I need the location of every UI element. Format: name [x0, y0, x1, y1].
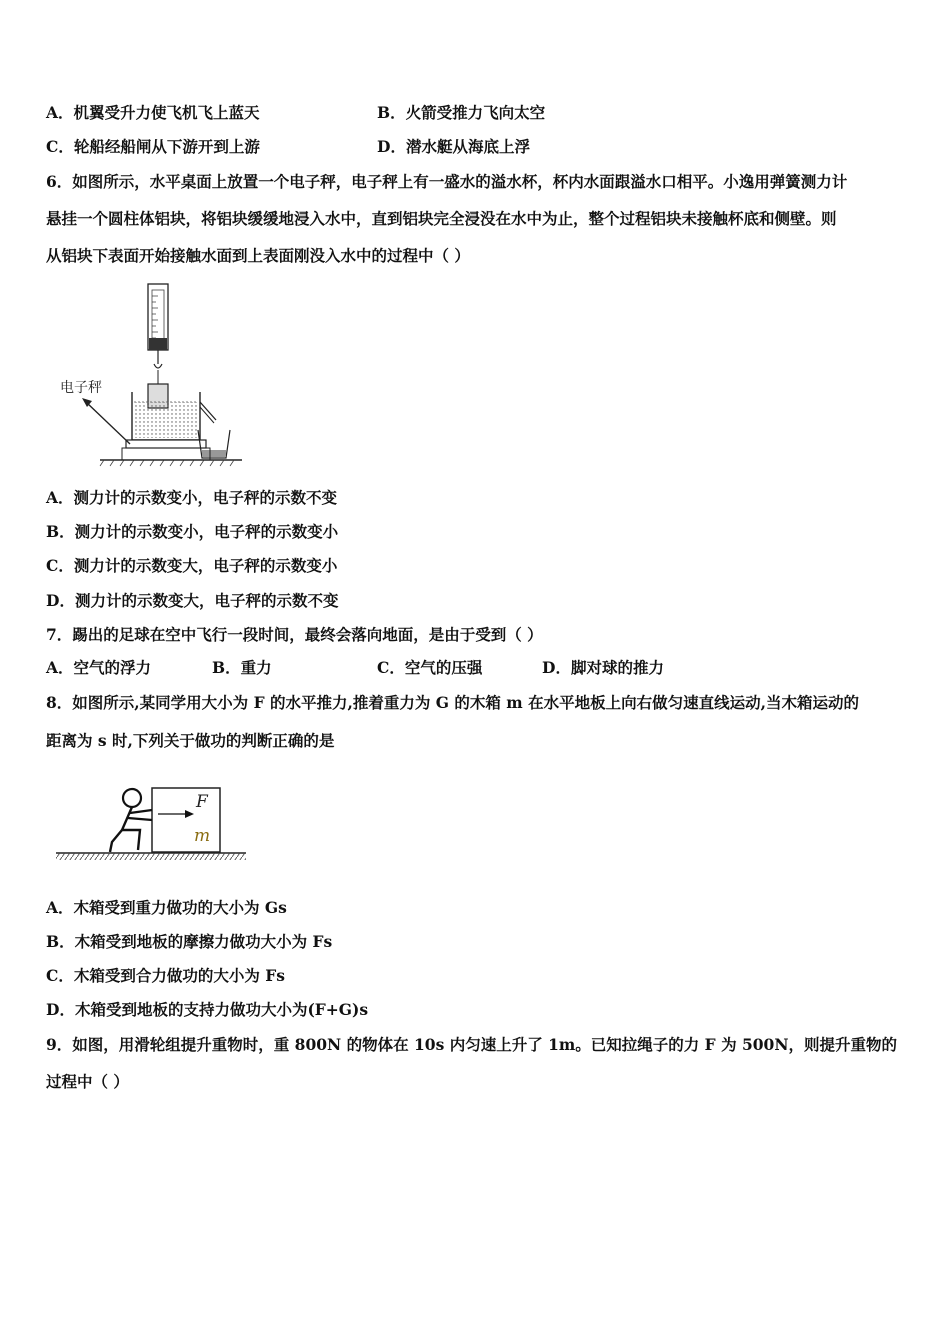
q8-figure	[52, 780, 252, 870]
q7-option-a: A．空气的浮力	[46, 658, 152, 677]
q6-stem-line3: 从铝块下表面开始接触水面到上表面刚没入水中的过程中（ ）	[46, 246, 470, 265]
q5-option-d: D．潜水艇从海底上浮	[377, 137, 530, 156]
q6-stem-line1: 6．如图所示，水平桌面上放置一个电子秤，电子秤上有一盛水的溢水杯，杯内水面跟溢水口相平。小逸用弹簧测力计	[46, 172, 848, 191]
q8-option-d: D．木箱受到地板的支持力做功大小为(F+G)s	[46, 1000, 369, 1019]
q6-figure	[50, 280, 250, 470]
q8-option-c: C．木箱受到合力做功的大小为 Fs	[46, 966, 285, 985]
q6-option-a: A．测力计的示数变小，电子秤的示数不变	[46, 488, 338, 507]
q8-option-a: A．木箱受到重力做功的大小为 Gs	[46, 898, 287, 917]
q7-option-d: D．脚对球的推力	[542, 658, 664, 677]
q7-stem: 7．踢出的足球在空中飞行一段时间，最终会落向地面，是由于受到（ ）	[46, 625, 543, 644]
q8-mass-label: m	[194, 826, 211, 846]
q6-option-b: B．测力计的示数变小，电子秤的示数变小	[46, 522, 339, 541]
q9-stem-line1: 9．如图，用滑轮组提升重物时，重 800N 的物体在 10s 内匀速上升了 1m。已知拉绳子的力 F 为 500N，则提升重物的	[46, 1035, 897, 1054]
q7-option-b: B．重力	[212, 658, 272, 677]
q5-option-c: C．轮船经船闸从下游开到上游	[46, 137, 260, 156]
q6-figure-drawing	[50, 280, 250, 470]
q8-option-b: B．木箱受到地板的摩擦力做功大小为 Fs	[46, 932, 333, 951]
q8-stem-line2: 距离为 s 时,下列关于做功的判断正确的是	[46, 731, 335, 750]
q9-stem-line2: 过程中（ ）	[46, 1072, 129, 1091]
q8-force-label: F	[196, 792, 208, 812]
q6-stem-line2: 悬挂一个圆柱体铝块，将铝块缓缓地浸入水中，直到铝块完全浸没在水中为止，整个过程铝块未接触杯底和侧壁。则	[46, 209, 837, 228]
q5-option-a: A．机翼受升力使飞机飞上蓝天	[46, 103, 260, 122]
q8-stem-line1: 8．如图所示,某同学用大小为 F 的水平推力,推着重力为 G 的木箱 m 在水平地板上向右做匀速直线运动,当木箱运动的	[46, 693, 859, 712]
q6-option-c: C．测力计的示数变大，电子秤的示数变小	[46, 556, 338, 575]
q6-option-d: D．测力计的示数变大，电子秤的示数不变	[46, 591, 339, 610]
q7-option-c: C．空气的压强	[377, 658, 483, 677]
q8-figure-drawing	[52, 780, 252, 870]
q6-figure-label: 电子秤	[60, 380, 102, 396]
q5-option-b: B．火箭受推力飞向太空	[377, 103, 546, 122]
